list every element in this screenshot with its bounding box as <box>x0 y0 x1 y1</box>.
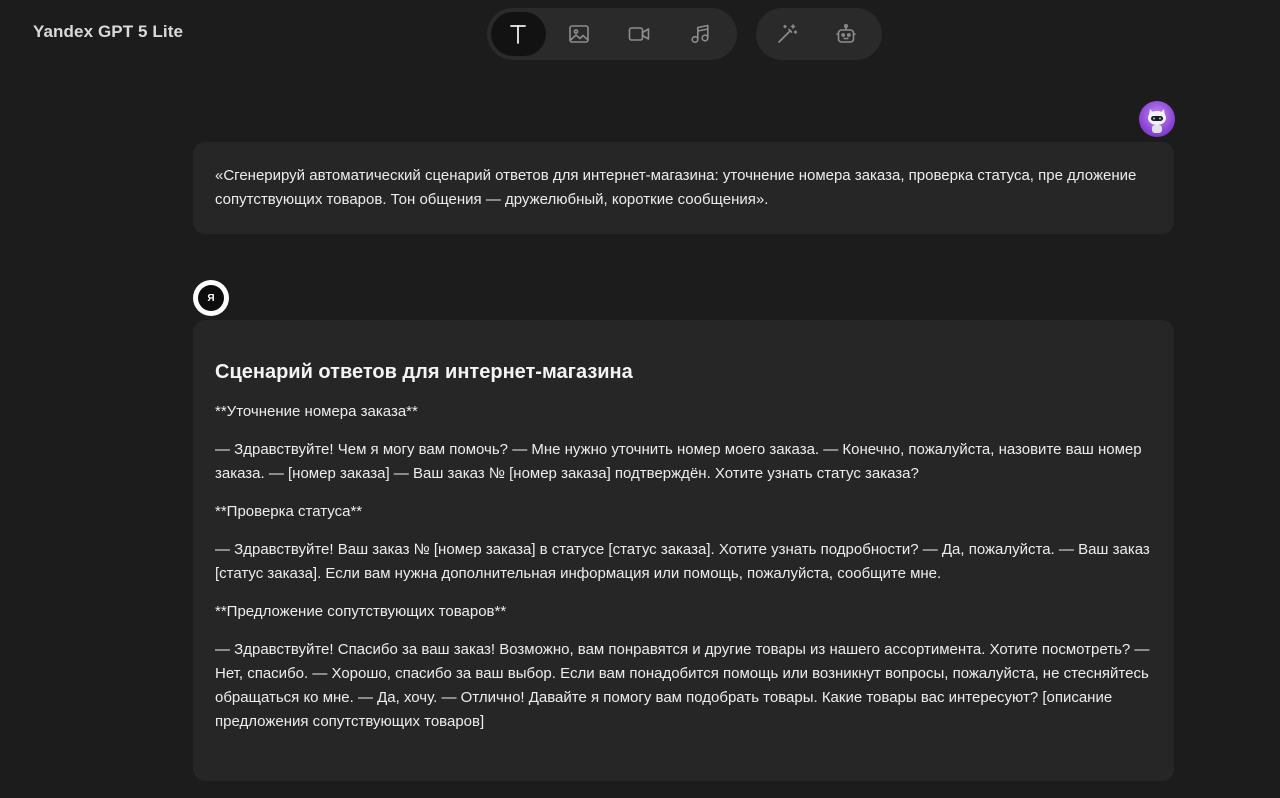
response-heading: Сценарий ответов для интернет-магазина <box>215 361 633 383</box>
assistant-avatar <box>193 280 229 316</box>
user-avatar <box>1139 101 1175 137</box>
user-message-text: «Сгенерируй автоматический сценарий ответов для интернет-магазина: уточнение номера заказа, проверка статуса, пре дложение сопутствующих товаров. Тон общения — дружелюбный, короткие сообщения». <box>215 167 1137 208</box>
app-title: Yandex GPT 5 Lite <box>33 22 184 41</box>
tool-switcher <box>756 8 882 60</box>
image-mode-button[interactable] <box>552 12 607 56</box>
music-note-icon <box>688 22 712 46</box>
robot-cat-avatar-icon <box>1143 105 1171 133</box>
robot-button[interactable] <box>819 12 872 56</box>
yandex-logo-icon: Я <box>198 285 224 311</box>
assistant-message-bubble <box>193 320 1174 781</box>
user-message-bubble <box>193 142 1174 234</box>
text-T-icon <box>506 22 530 46</box>
magic-wand-button[interactable] <box>760 12 813 56</box>
magic-wand-icon <box>775 22 799 46</box>
response-paragraph: — Здравствуйте! Чем я могу вам помочь? — Мне нужно уточнить номер моего заказа. — Конечно, пожалуйста, назовите ваш номер заказа. — [номер заказа] — Ваш заказ № [номер заказа] подтверждён. Хотите узнать статус заказа? <box>215 441 1142 482</box>
response-section-title: **Предложение сопутствующих товаров** <box>215 603 507 620</box>
robot-icon <box>834 22 858 46</box>
video-mode-button[interactable] <box>612 12 667 56</box>
image-icon <box>567 22 591 46</box>
response-section-title: **Уточнение номера заказа** <box>215 403 418 420</box>
text-mode-button[interactable] <box>491 12 546 56</box>
response-paragraph: — Здравствуйте! Ваш заказ № [номер заказа] в статусе [статус заказа]. Хотите узнать подробности? — Да, пожалуйста. — Ваш заказ [статус заказа]. Если вам нужна дополнительная информация или помощь, пожалуйста, сообщите мне. <box>215 541 1150 582</box>
music-mode-button[interactable] <box>673 12 728 56</box>
response-section-title: **Проверка статуса** <box>215 503 363 520</box>
response-paragraph: — Здравствуйте! Спасибо за ваш заказ! Возможно, вам понравятся и другие товары из нашего ассортимента. Хотите посмотреть? — Нет, спасибо. — Хорошо, спасибо за ваш выбор. Если вам понадобится помощь или возникнут вопросы, пожалуйста, не стесняйтесь обращаться ко мне. — Да, хочу. — Отлично! Давайте я помогу вам подобрать товары. Какие товары вас интересуют? [описание предложения сопутствующих товаров] <box>215 641 1150 730</box>
mode-switcher <box>487 8 737 60</box>
video-camera-icon <box>627 22 651 46</box>
